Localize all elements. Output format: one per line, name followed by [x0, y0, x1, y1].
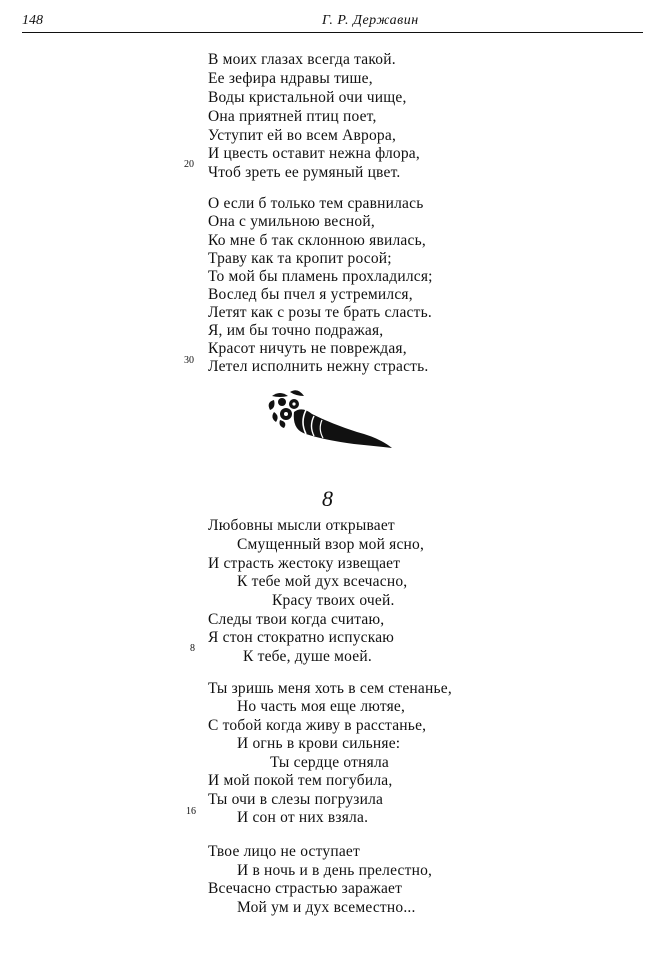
- page-number: 148: [22, 13, 43, 28]
- verse-line: Воды кристальной очи чище,: [208, 89, 407, 106]
- verse-line: С тобой когда живу в расстанье,: [208, 717, 427, 734]
- verse-line: И цвесть оставит нежна флора,: [208, 145, 420, 162]
- verse-line: К тебе мой дух всечасно,: [237, 573, 408, 590]
- verse-line: Летел исполнить нежну страсть.: [208, 358, 429, 375]
- verse-line: Она приятней птиц поет,: [208, 108, 377, 125]
- verse-line: И страсть жестоку извещает: [208, 555, 401, 572]
- verse-line: Смущенный взор мой ясно,: [237, 536, 425, 553]
- verse-line: Всечасно страстью заражает: [208, 880, 403, 897]
- verse-line: Чтоб зреть ее румяный цвет.: [208, 164, 401, 181]
- verse-line: Траву как та кропит росой;: [208, 250, 392, 267]
- verse-line: Я, им бы точно подражая,: [208, 322, 384, 339]
- line-number: 8: [190, 643, 195, 654]
- line-number: 16: [186, 806, 196, 817]
- verse-line: Летят как с розы те брать сласть.: [208, 304, 432, 321]
- verse-line: И огнь в крови сильняе:: [237, 735, 401, 752]
- verse-line: В моих глазах всегда такой.: [208, 51, 396, 68]
- verse-line: И в ночь и в день прелестно,: [237, 862, 433, 879]
- verse-line: Вослед бы пчел я устремился,: [208, 286, 413, 303]
- verse-line: Ее зефира ндравы тише,: [208, 70, 373, 87]
- verse-line: Ты очи в слезы погрузила: [208, 791, 384, 808]
- verse-line: Красу твоих очей.: [272, 592, 395, 609]
- verse-line: Мой ум и дух всеместно...: [237, 899, 416, 916]
- verse-line: Я стон стократно испускаю: [208, 629, 395, 646]
- verse-line: Следы твои когда считаю,: [208, 611, 385, 628]
- verse-line: Твое лицо не оступает: [208, 843, 360, 860]
- poem-number: 8: [322, 486, 333, 511]
- verse-line: О если б только тем сравнилась: [208, 195, 424, 212]
- header-rule: [22, 32, 643, 33]
- verse-line: К тебе, душе моей.: [243, 648, 372, 665]
- page-header: [22, 10, 643, 34]
- verse-line: Красот ничуть не повреждая,: [208, 340, 407, 357]
- cornucopia-icon: [262, 388, 398, 452]
- verse-line: То мой бы пламень прохладился;: [208, 268, 433, 285]
- line-number: 20: [184, 159, 194, 170]
- verse-line: И мой покой тем погубила,: [208, 772, 393, 789]
- verse-line: Любовны мысли открывает: [208, 517, 395, 534]
- verse-line: Ко мне б так склонною явилась,: [208, 232, 426, 249]
- verse-line: Уступит ей во всем Аврора,: [208, 127, 397, 144]
- verse-line: Но часть моя еще лютяе,: [237, 698, 406, 715]
- verse-line: Ты зришь меня хоть в сем стенанье,: [208, 680, 452, 697]
- verse-line: И сон от них взяла.: [237, 809, 369, 826]
- line-number: 30: [184, 355, 194, 366]
- verse-line: Ты сердце отняла: [270, 754, 389, 771]
- verse-line: Она с умильною весной,: [208, 213, 375, 230]
- running-head: Г. Р. Державин: [322, 13, 419, 28]
